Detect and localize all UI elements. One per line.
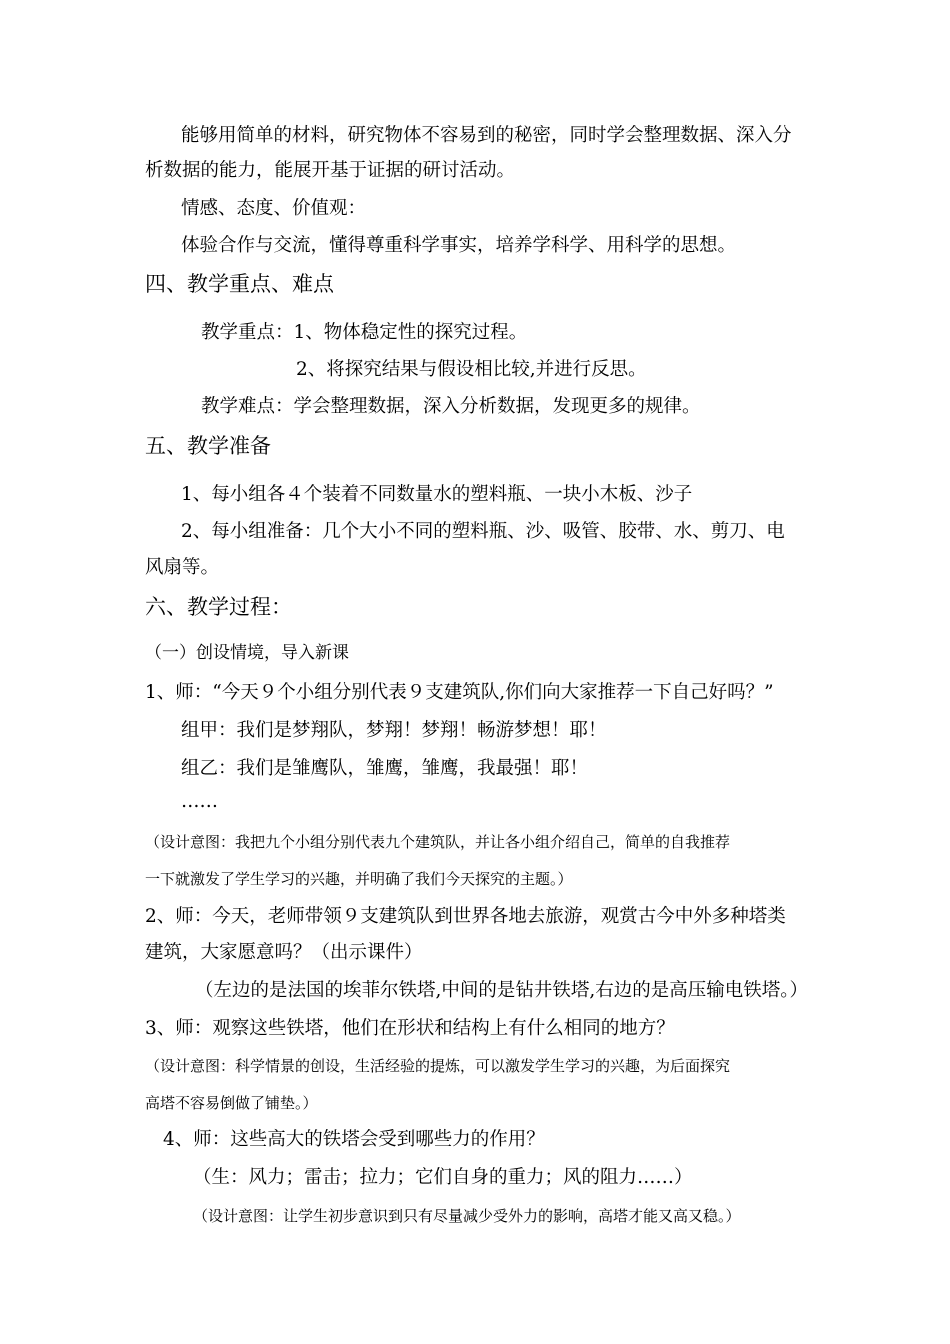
design-note: （设计意图：让学生初步意识到只有尽量减少受外力的影响，高塔才能又高又稳。）	[193, 1207, 741, 1225]
paragraph-line: 情感、态度、价值观：	[181, 198, 367, 219]
paragraph-line: （左边的是法国的埃菲尔铁塔,中间的是钻井铁塔,右边的是高压输电铁塔。）	[195, 980, 809, 1001]
paragraph-line: 2、每小组准备：几个大小不同的塑料瓶、沙、吸管、胶带、水、剪刀、电	[181, 521, 785, 542]
paragraph-line: （生：风力；雷击；拉力；它们自身的重力；风的阻力……）	[193, 1167, 693, 1188]
section-heading: 四、教学重点、难点	[145, 272, 334, 296]
design-note: 高塔不容易倒做了铺垫。）	[145, 1094, 318, 1112]
paragraph-line: 教学难点：学会整理数据，深入分析数据，发现更多的规律。	[201, 396, 701, 417]
paragraph-line: 2、将探究结果与假设相比较,并进行反思。	[296, 359, 647, 380]
paragraph-line: 3、师：观察这些铁塔，他们在形状和结构上有什么相同的地方？	[145, 1018, 675, 1039]
paragraph-line: 体验合作与交流，懂得尊重科学事实，培养学科学、用科学的思想。	[181, 235, 737, 256]
paragraph-line: 1、每小组各４个装着不同数量水的塑料瓶、一块小木板、沙子	[181, 484, 693, 505]
design-note: 一下就激发了学生学习的兴趣，并明确了我们今天探究的主题。）	[145, 870, 573, 888]
paragraph-line: 教学重点：1、物体稳定性的探究过程。	[201, 322, 528, 343]
design-note: （设计意图：我把九个小组分别代表九个建筑队，并让各小组介绍自己，简单的自我推荐	[145, 833, 731, 851]
paragraph-line: 组乙：我们是雏鹰队，雏鹰，雏鹰，我最强！耶！	[181, 758, 589, 779]
paragraph-line: 风扇等。	[145, 557, 220, 578]
paragraph-line: 组甲：我们是梦翔队，梦翔！梦翔！畅游梦想！耶！	[181, 720, 607, 741]
paragraph-line: 4、师：这些高大的铁塔会受到哪些力的作用？	[163, 1129, 545, 1150]
section-heading: 五、教学准备	[145, 434, 271, 458]
subsection-heading: （一）创设情境，导入新课	[145, 643, 349, 663]
paragraph-line: 2、师：今天，老师带领９支建筑队到世界各地去旅游，观赏古今中外多种塔类	[145, 906, 786, 927]
section-heading: 六、教学过程：	[145, 595, 292, 619]
paragraph-line: 能够用简单的材料，研究物体不容易到的秘密，同时学会整理数据、深入分	[181, 125, 792, 146]
paragraph-line: 建筑，大家愿意吗？（出示课件）	[145, 942, 423, 963]
paragraph-line: ……	[181, 791, 218, 812]
design-note: （设计意图：科学情景的创设，生活经验的提炼，可以激发学生学习的兴趣，为后面探究	[145, 1057, 731, 1075]
paragraph-line: 1、师：“今天９个小组分别代表９支建筑队,你们向大家推荐一下自己好吗？”	[145, 682, 774, 703]
paragraph-line: 析数据的能力，能展开基于证据的研讨活动。	[145, 160, 516, 181]
